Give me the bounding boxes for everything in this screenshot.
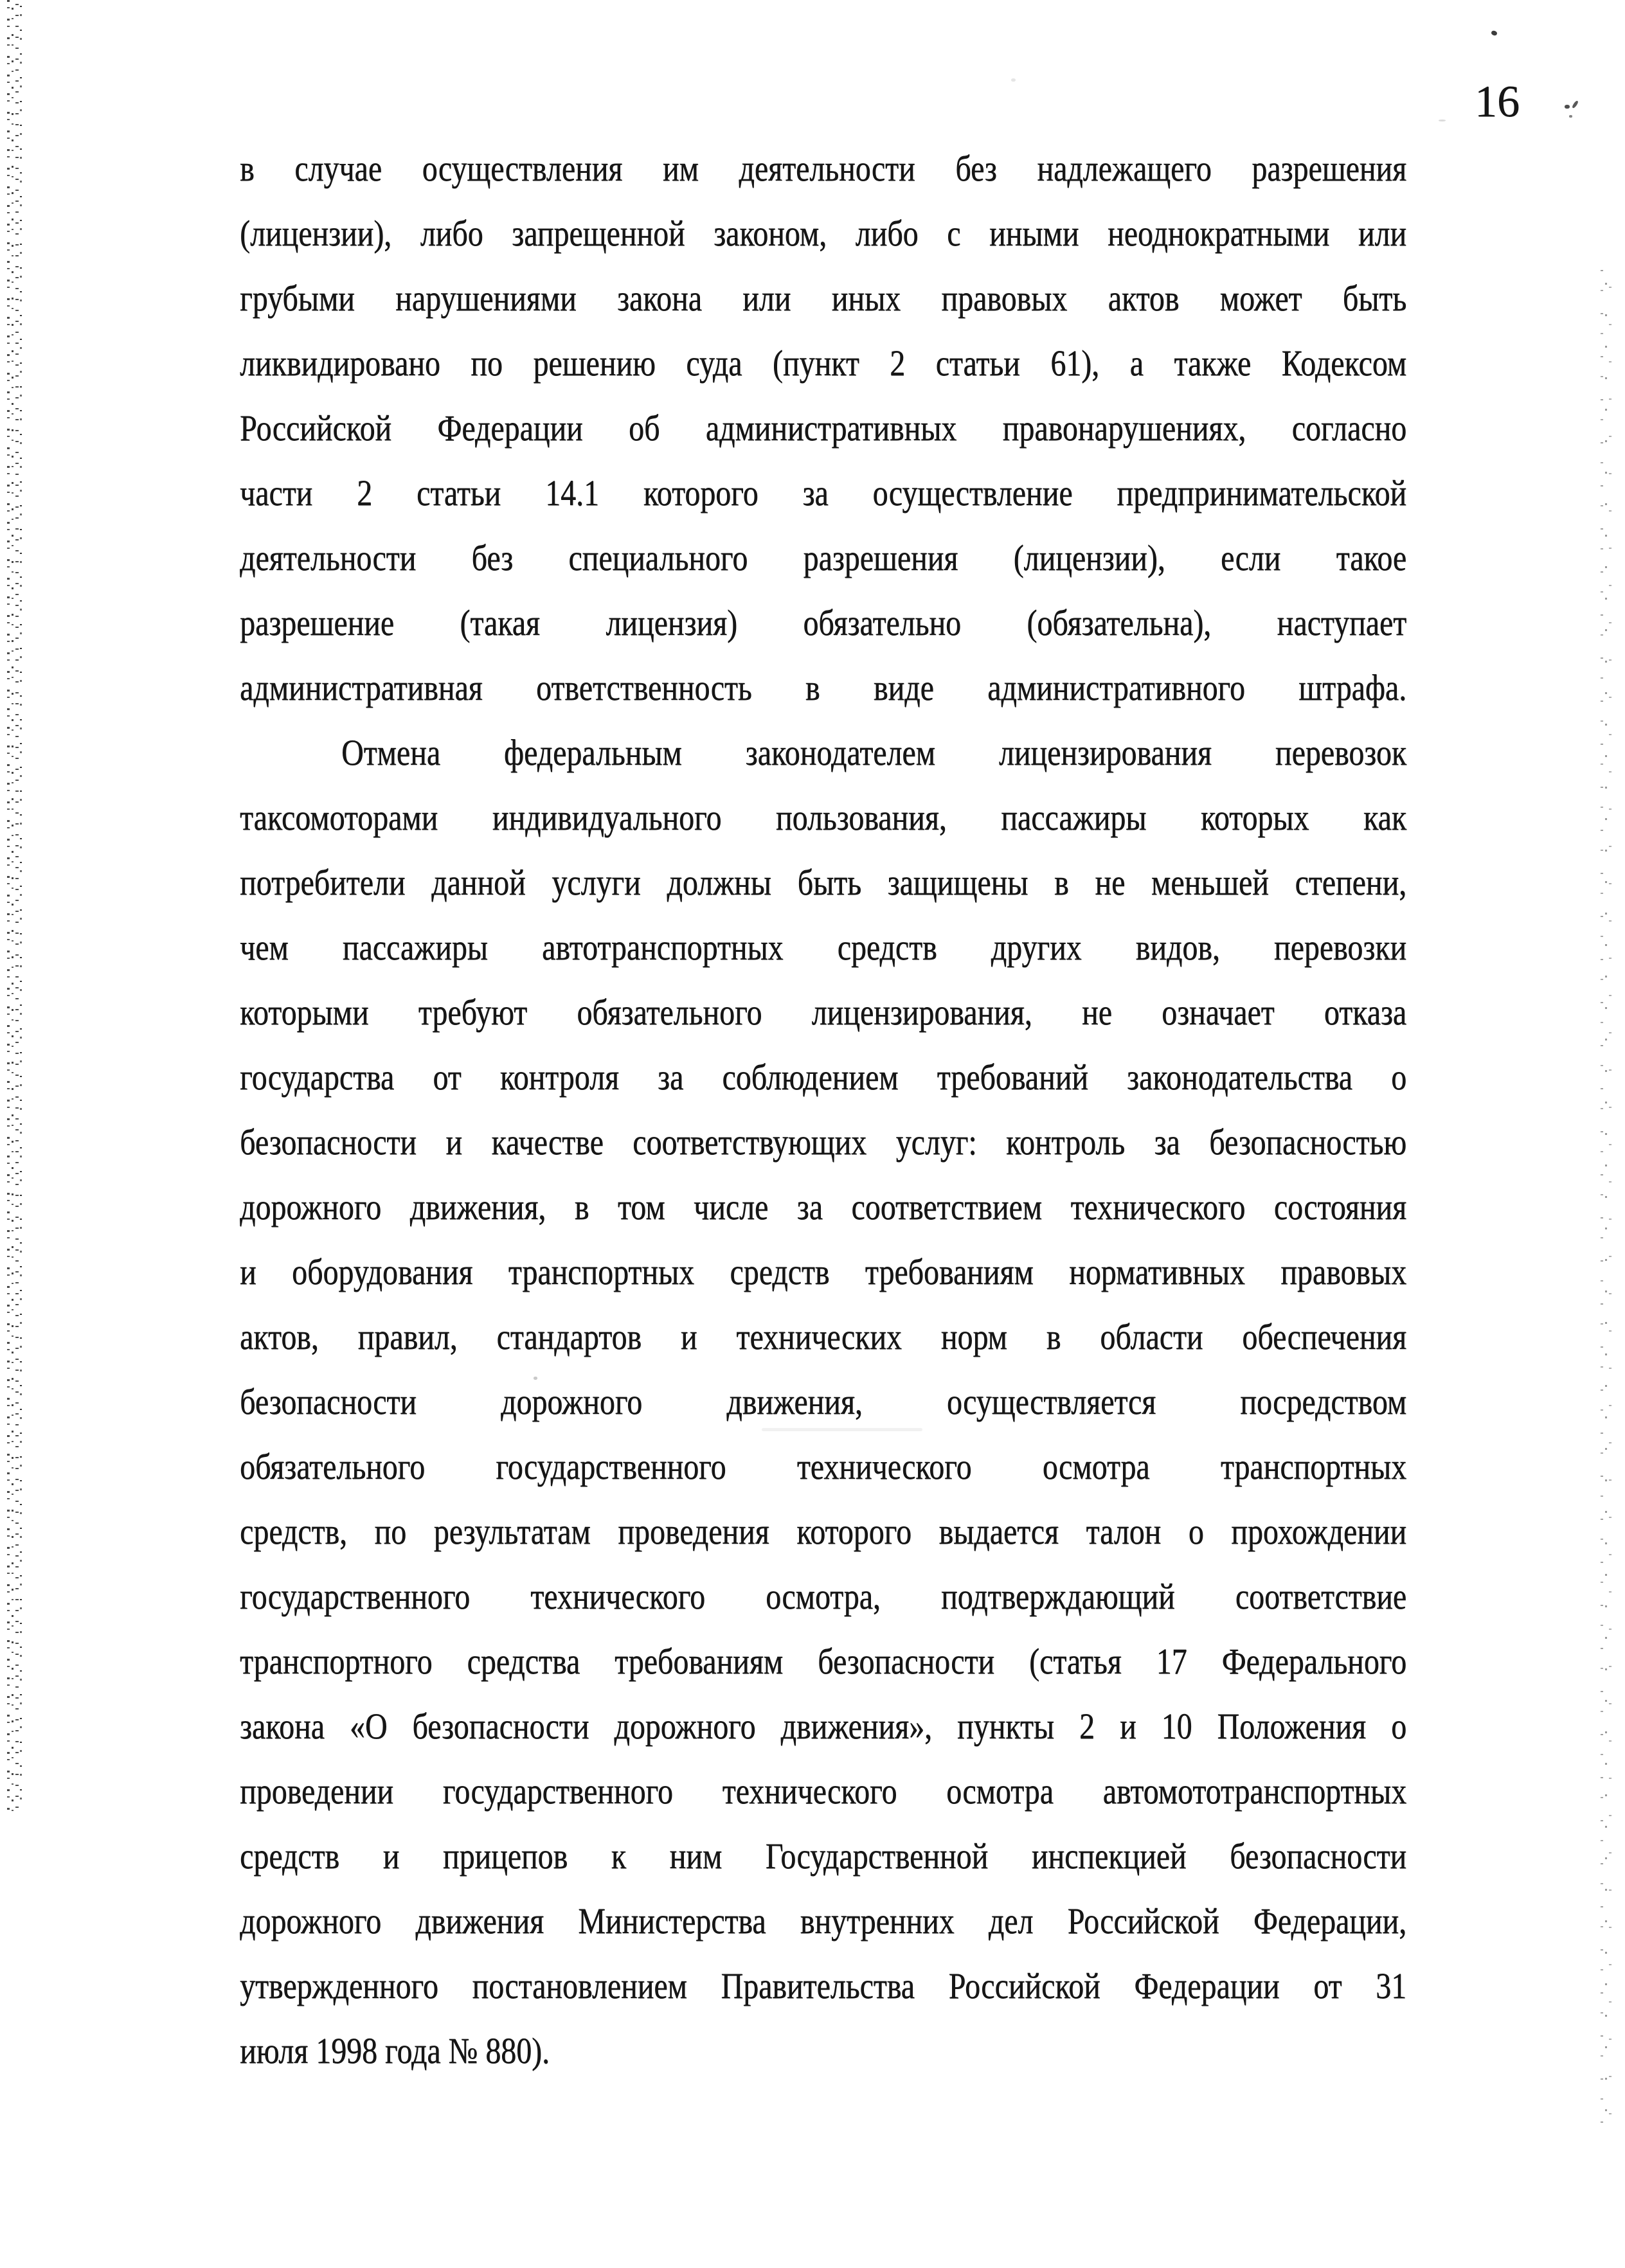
text-line: государства от контроля за соблюдением требований законодательства о <box>240 1057 1407 1098</box>
text-line: потребители данной услуги должны быть защищены в не меньшей степени, <box>240 862 1407 903</box>
text-line: безопасности и качестве соответствующих услуг: контроль за безопасностью <box>240 1122 1407 1163</box>
text-line: дорожного движения Министерства внутренних дел Российской Федерации, <box>240 1901 1407 1942</box>
scan-artifact <box>1572 100 1579 109</box>
scan-artifact <box>1439 120 1446 121</box>
text-line: которыми требуют обязательного лицензирования, не означает отказа <box>240 992 1407 1033</box>
text-line-paragraph-start: Отмена федеральным законодателем лицензирования перевозок <box>341 733 1407 773</box>
text-line: Российской Федерации об административных правонарушениях, согласно <box>240 408 1407 449</box>
scan-artifact <box>1491 30 1498 37</box>
text-line: актов, правил, стандартов и технических норм в области обеспечения <box>240 1317 1407 1357</box>
text-line: безопасности дорожного движения, осуществляется посредством <box>240 1382 1407 1422</box>
text-line: проведении государственного технического осмотра автомототранспортных <box>240 1771 1407 1812</box>
text-line: закона «О безопасности дорожного движения», пункты 2 и 10 Положения о <box>240 1706 1407 1747</box>
text-line: таксомоторами индивидуального пользования, пассажиры которых как <box>240 798 1407 838</box>
text-line: обязательного государственного технического осмотра транспортных <box>240 1447 1407 1487</box>
text-line: части 2 статьи 14.1 которого за осуществление предпринимательской <box>240 473 1407 513</box>
scan-artifact <box>1011 78 1016 82</box>
text-line: в случае осуществления им деятельности без надлежащего разрешения <box>240 148 1407 189</box>
text-line: дорожного движения, в том числе за соответствием технического состояния <box>240 1187 1407 1228</box>
text-line: средств и прицепов к ним Государственной инспекцией безопасности <box>240 1836 1407 1877</box>
text-line: разрешение (такая лицензия) обязательно (обязательна), наступает <box>240 603 1407 643</box>
text-line: административная ответственность в виде административного штрафа. <box>240 668 1407 708</box>
scan-noise-left-edge <box>5 0 23 1812</box>
document-text-block <box>240 136 1406 2084</box>
text-line: грубыми нарушениями закона или иных правовых актов может быть <box>240 278 1407 319</box>
text-line: и оборудования транспортных средств требованиям нормативных правовых <box>240 1252 1407 1292</box>
text-line: утвержденного постановлением Правительства Российской Федерации от 31 <box>240 1966 1407 2006</box>
text-line: (лицензии), либо запрещенной законом, либо с иными неоднократными или <box>240 213 1407 254</box>
text-line: ликвидировано по решению суда (пункт 2 статьи 61), а также Кодексом <box>240 343 1407 384</box>
text-line-paragraph-end: июля 1998 года № 880). <box>240 2031 550 2071</box>
text-line: чем пассажиры автотранспортных средств других видов, перевозки <box>240 927 1407 968</box>
text-line: транспортного средства требованиям безопасности (статья 17 Федерального <box>240 1641 1407 1682</box>
scan-artifact <box>1569 115 1572 118</box>
text-line: государственного технического осмотра, подтверждающий соответствие <box>240 1576 1407 1617</box>
scan-artifact <box>1565 105 1570 109</box>
scan-noise-right-edge <box>1598 270 1613 2134</box>
text-line: деятельности без специального разрешения (лицензии), если такое <box>240 538 1407 578</box>
page-number: 16 <box>1475 77 1520 127</box>
text-line: средств, по результатам проведения которого выдается талон о прохождении <box>240 1512 1407 1552</box>
